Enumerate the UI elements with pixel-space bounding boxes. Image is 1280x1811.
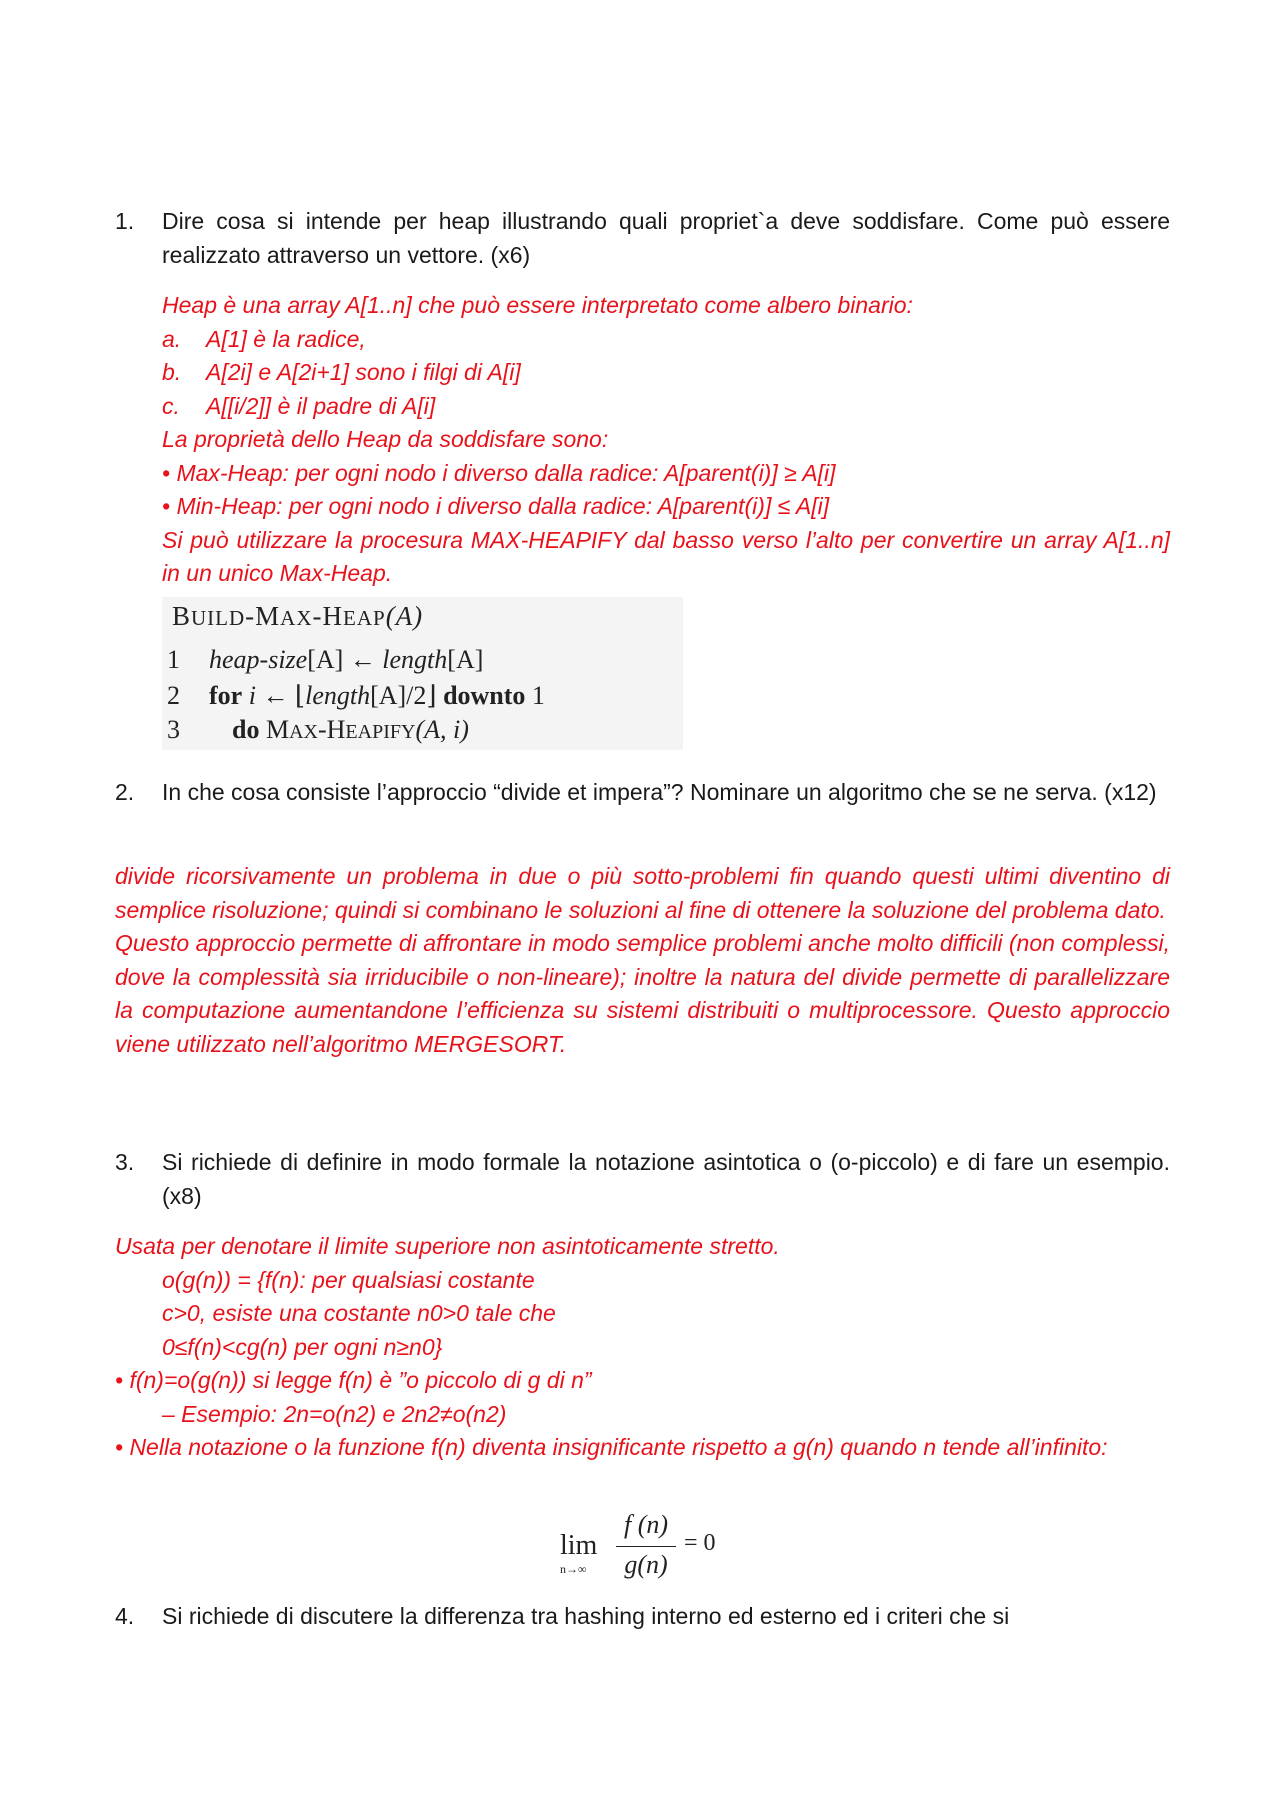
question-number: 2. <box>115 779 135 805</box>
answer-1-intro: Heap è una array A[1..n] che può essere interpretato come albero binario: <box>162 292 913 318</box>
pseudocode-line: 2 for i ← ⌊length[A]/2⌋ downto 1 <box>167 681 545 710</box>
pseudocode-title: BUILD-MAX-HEAP(A) <box>172 601 424 631</box>
fraction-numerator: f (n) <box>623 1510 669 1539</box>
answer-1 <box>162 289 1170 591</box>
pseudocode-line: 1 heap-size[A] ← length[A] <box>167 645 484 674</box>
example-line: – Esempio: 2n=o(n2) e 2n2≠o(n2) <box>162 1400 507 1427</box>
list-item: c. A[[i/2]] è il padre di A[i] <box>162 392 436 419</box>
max-heap-bullet: • Max-Heap: per ogni nodo i diverso dalla radice: A[parent(i)] ≥ A[i] <box>162 459 836 486</box>
question-number: 1. <box>115 208 135 234</box>
question-2 <box>115 775 1170 809</box>
answer-2-paragraph: Questo approccio permette di affrontare in modo semplice problemi anche molto difficili (non complessi, dove la complessità sia irriducibile o non-lineare); inoltre la natura del divide permette di parallelizzare la computazione aumentandone l’efficienza su sistemi distribuiti o multiprocessore. Questo approccio viene utilizzato nell’algoritmo MERGESORT. <box>115 930 1170 1057</box>
question-3 <box>115 1145 1170 1213</box>
lim-subscript: n→∞ <box>560 1562 587 1576</box>
question-text: Dire cosa si intende per heap illustrando quali propriet`a deve soddisfare. Come può essere realizzato attraverso un vettore. (x6) <box>162 208 1170 268</box>
fraction-bar <box>616 1546 676 1547</box>
question-text: In che cosa consiste l’approccio “divide et impera”? Nominare un algoritmo che se ne serva. (x12) <box>162 779 1157 805</box>
build-max-heap-pseudocode <box>162 597 683 750</box>
formula-rhs: = 0 <box>684 1530 716 1556</box>
answer-3 <box>115 1230 1170 1465</box>
answer-2-paragraph: divide ricorsivamente un problema in due o più sotto-problemi fin quando questi ultimi diventino di semplice risoluzione; quindi si combinano le soluzioni al fine di ottenere la soluzione del problema dato. <box>115 863 1170 923</box>
bullet-reading: • f(n)=o(g(n)) si legge f(n) è ”o piccolo di g di n” <box>115 1367 592 1393</box>
question-number: 3. <box>115 1149 135 1175</box>
question-number: 4. <box>115 1603 135 1629</box>
lim-text: lim <box>560 1530 598 1561</box>
fraction-denominator: g(n) <box>624 1550 668 1579</box>
question-text: Si richiede di discutere la differenza tra hashing interno ed esterno ed i criteri che si <box>162 1603 1010 1629</box>
definition-line: 0≤f(n)<cg(n) per ogni n≥n0} <box>162 1333 443 1360</box>
list-item: a. A[1] è la radice, <box>162 325 366 352</box>
pseudocode-line: 3 do MAX-HEAPIFY(A, i) <box>167 715 469 744</box>
question-text: Si richiede di definire in modo formale la notazione asintotica o (o-piccolo) e di fare un esempio. (x8) <box>162 1149 1170 1209</box>
definition-line: o(g(n)) = {f(n): per qualsiasi costante <box>162 1266 535 1293</box>
heap-property-title: La proprietà dello Heap da soddisfare sono: <box>162 426 609 452</box>
min-heap-bullet: • Min-Heap: per ogni nodo i diverso dalla radice: A[parent(i)] ≤ A[i] <box>162 493 830 519</box>
answer-1-closing: Si può utilizzare la procesura MAX-HEAPIFY dal basso verso l’alto per convertire un array A[1..n] in un unico Max-Heap. <box>162 526 1170 586</box>
answer-2 <box>115 860 1170 1061</box>
limit-formula <box>560 1510 730 1585</box>
list-item: b. A[2i] e A[2i+1] sono i filgi di A[i] <box>162 359 521 385</box>
question-1 <box>115 204 1170 272</box>
question-4 <box>115 1599 1170 1633</box>
definition-line: c>0, esiste una costante n0>0 tale che <box>162 1300 556 1326</box>
answer-3-intro: Usata per denotare il limite superiore non asintoticamente stretto. <box>115 1233 780 1259</box>
bullet-insignificant: • Nella notazione o la funzione f(n) diventa insignificante rispetto a g(n) quando n tende all’infinito: <box>115 1434 1108 1460</box>
